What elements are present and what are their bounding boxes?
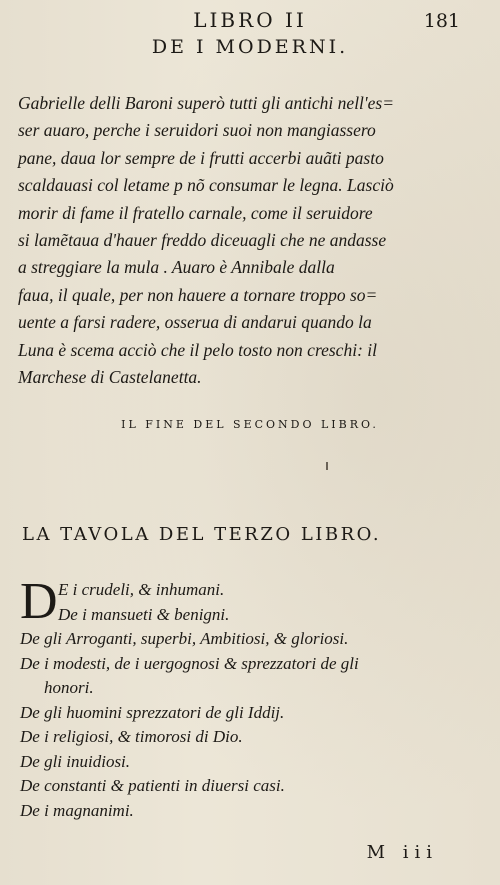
body-line: morir di fame il fratello carnale, come il seruidore: [18, 202, 373, 223]
table-of-contents-title: LA TAVOLA DEL TERZO LIBRO.: [22, 524, 382, 545]
body-line: faua, il quale, per non hauere a tornare troppo so=: [18, 284, 378, 305]
toc-entry: E i crudeli, & inhumani.: [58, 580, 225, 599]
toc-entry-continuation: honori.: [44, 678, 94, 697]
toc-entry: De i modesti, de i uergognosi & sprezzatori de gli: [20, 653, 359, 673]
section-title: DE I MODERNI.: [151, 36, 349, 58]
end-of-book-note: IL FINE DEL SECONDO LIBRO.: [121, 418, 379, 431]
toc-entry: De gli Arroganti, superbi, Ambitiosi, & gloriosi.: [20, 629, 349, 648]
page-number: 181: [423, 10, 460, 32]
body-line: Marchese di Castelanetta.: [18, 367, 202, 388]
toc-entry: De gli inuidiosi.: [20, 751, 131, 771]
toc-entry: De i religiosi, & timorosi di Dio.: [20, 727, 243, 746]
toc-entry: De constanti & patienti in diuersi casi.: [20, 776, 285, 795]
toc-entry: De gli huomini sprezzatori de gli Iddij.: [20, 702, 285, 722]
body-line: Gabrielle delli Baroni superò tutti gli antichi nell'es=: [18, 93, 395, 113]
body-line: Luna è scema acciò che il pelo tosto non creschi: il: [18, 339, 377, 360]
body-line: pane, daua lor sempre de i frutti accerbi auãti pasto: [18, 147, 384, 168]
table-of-contents: [20, 573, 480, 823]
signature-mark: M iii: [366, 842, 438, 863]
body-line: si lamẽtaua d'hauer freddo diceuagli che ne andasse: [18, 230, 387, 251]
body-line: scaldauasi col letame p nõ consumar le legna. Lasciò: [18, 175, 394, 196]
drop-cap: D: [20, 573, 58, 630]
running-title: LIBRO II: [193, 8, 307, 32]
body-line: a streggiare la mula . Auaro è Annibale dalla: [18, 257, 335, 278]
toc-entry: De i magnanimi.: [20, 800, 134, 820]
body-line: ser auaro, perche i seruidori suoi non mangiassero: [18, 120, 376, 141]
body-line: uente a farsi radere, osserua di andarui quando la: [18, 312, 372, 333]
ink-mark: [326, 462, 328, 470]
toc-entry: De i mansueti & benigni.: [58, 604, 230, 624]
body-paragraph: [18, 90, 488, 391]
